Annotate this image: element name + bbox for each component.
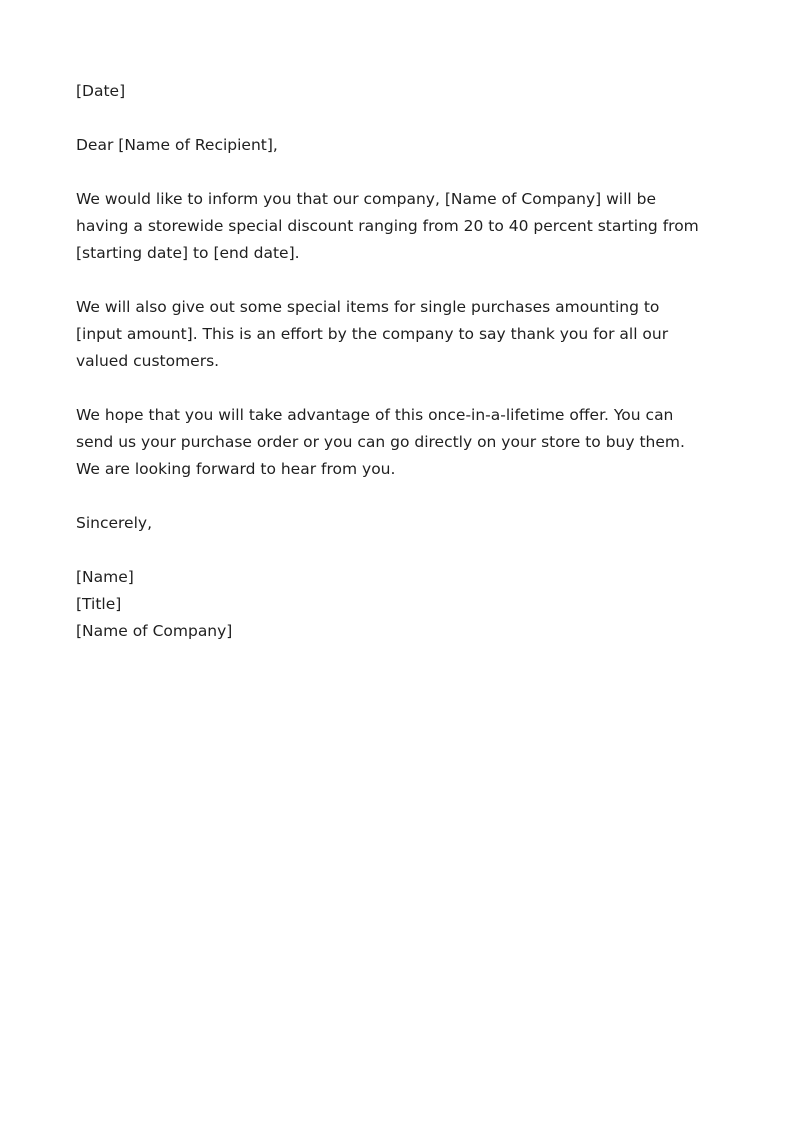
letter-date-block: [76, 78, 713, 105]
letter-closing-block: [76, 510, 713, 537]
letter-paragraph-1: [76, 186, 713, 267]
signature-company: [Name of Company]: [76, 622, 233, 640]
paragraph-1-line-2: having a storewide special discount ranging from 20 to 40 percent starting from: [76, 217, 699, 235]
letter-signature-block: [76, 564, 713, 645]
letter-salutation-block: [76, 132, 713, 159]
signature-name: [Name]: [76, 568, 134, 586]
letter-paragraph-2: [76, 294, 713, 375]
letter-paragraph-3: [76, 402, 713, 483]
letter-salutation: Dear [Name of Recipient],: [76, 136, 278, 154]
signature-title: [Title]: [76, 595, 122, 613]
letter-date: [Date]: [76, 82, 126, 100]
paragraph-2-line-1: We will also give out some special items for single purchases amounting to: [76, 298, 660, 316]
letter-closing: Sincerely,: [76, 514, 153, 532]
paragraph-2-line-3: valued customers.: [76, 352, 220, 370]
paragraph-1-line-1: We would like to inform you that our company, [Name of Company] will be: [76, 190, 657, 208]
paragraph-2-line-2: [input amount]. This is an effort by the company to say thank you for all our: [76, 325, 669, 343]
paragraph-3-line-3: We are looking forward to hear from you.: [76, 460, 396, 478]
paragraph-3-line-1: We hope that you will take advantage of this once-in-a-lifetime offer. You can: [76, 406, 674, 424]
paragraph-1-line-3: [starting date] to [end date].: [76, 244, 300, 262]
paragraph-3-line-2: send us your purchase order or you can go directly on your store to buy them.: [76, 433, 685, 451]
